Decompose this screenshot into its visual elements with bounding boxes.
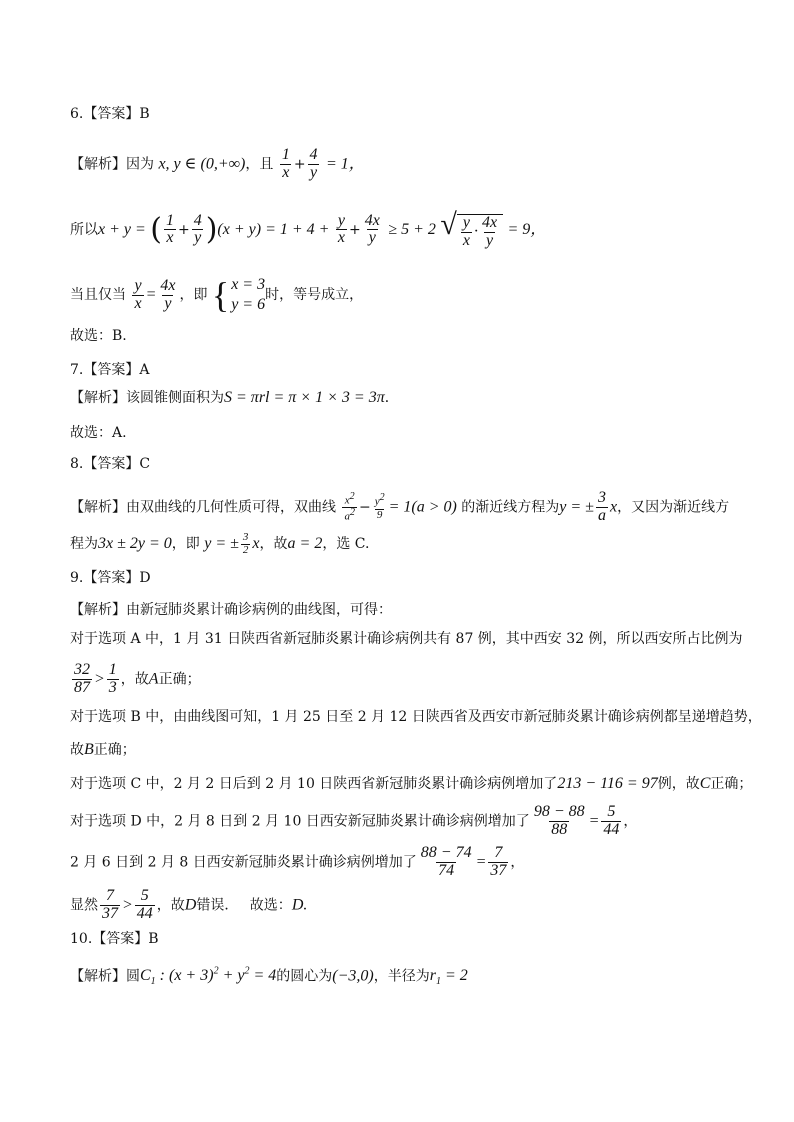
q9-option-a-line1: 对于选项 A 中，1 月 31 日陕西省新冠肺炎累计确诊病例共有 87 例，其中西安 32 例，所以西安所占比例为: [70, 631, 743, 647]
q9-option-b-line1: 对于选项 B 中，由曲线图可知，1 月 25 日至 2 月 12 日陕西省及西安市新冠肺炎累计确诊病例都呈递增趋势，: [70, 709, 762, 725]
fraction-4-over-y: $\frac{4}{y}$: [309, 146, 318, 181]
q10-answer: 10.【答案】B: [70, 931, 159, 947]
q6-conclusion: 故选：B.: [70, 328, 127, 344]
q9-answer: 9.【答案】D: [70, 570, 151, 586]
q9-conclusion: 显然 $\frac{7}{37}$ > $\frac{5}{44}$ ，故D错误． 故选：D.: [70, 887, 308, 922]
q6-analysis-line1: 【解析】因为 x, y ∈ (0,+∞)，且 $\frac{1}{x}$ + $\frac{4}{y}$ = 1，: [70, 146, 365, 181]
case-system: { x = 3 y = 6: [211, 275, 266, 315]
q9-option-a-line2: $\frac{32}{87}$ > $\frac{1}{3}$ ，故A正确；: [74, 661, 201, 696]
q10-analysis: 【解析】圆$C_1$ : $(x + 3)^2 + y^2 = 4$的圆心为(−3,0)，半径为$r_1 = 2$: [70, 966, 468, 988]
q9-option-d-line2: 2 月 6 日到 2 月 8 日西安新冠肺炎累计确诊病例增加了 $\frac{88 - 74}{74}$ = $\frac{7}{37}$ ，: [70, 844, 525, 879]
q9-option-d-line1: 对于选项 D 中，2 月 8 日到 2 月 10 日西安新冠肺炎累计确诊病例增加了 $\frac{98 - 88}{88}$ = $\frac{5}{44}$ ，: [70, 803, 638, 838]
sqrt-expression: √ $\frac{y}{x}$ · $\frac{4x}{y}$: [440, 210, 503, 250]
q7-analysis: 【解析】该圆锥侧面积为S = πrl = π × 1 × 3 = 3π．: [70, 389, 399, 406]
q9-option-b-line2: 故B正确；: [70, 741, 136, 758]
q8-analysis-line1: 【解析】由双曲线的几何性质可得，双曲线 $\frac{x^2}{a^2}$ − $\frac{y^2}{9}$ = 1(a > 0) 的渐近线方程为y = ± $\frac{3}{a}$ x，又因为渐近线方: [70, 489, 730, 524]
q7-conclusion: 故选：A.: [70, 425, 127, 441]
fraction-1-over-x: $\frac{1}{x}$: [281, 146, 290, 181]
q6-answer: 6.【答案】B: [70, 106, 150, 122]
q8-analysis-line2: 程为3x ± 2y = 0，即 y = ± $\frac{3}{2}$ x，故a = 2，选 C.: [70, 531, 370, 556]
q9-option-c: 对于选项 C 中，2 月 2 日后到 2 月 10 日陕西省新冠肺炎累计确诊病例增加了213 − 116 = 97例，故C正确；: [70, 775, 753, 792]
q7-answer: 7.【答案】A: [70, 362, 150, 378]
q9-intro: 【解析】由新冠肺炎累计确诊病例的曲线图，可得：: [70, 602, 392, 618]
q6-analysis-line2: 所以x + y = ( $\frac{1}{x}$ + $\frac{4}{y}$ )(x + y) = 1 + 4 + $\frac{y}{x}$ + $\frac{4x}{y}$ ≥ 5 + 2 √ $\frac{y}{x}$ · $\frac{4x}{y}$ = 9，: [70, 208, 547, 249]
q8-answer: 8.【答案】C: [70, 456, 151, 472]
q6-analysis-line3: 当且仅当 $\frac{y}{x}$ = $\frac{4x}{y}$ ，即 { x = 3 y = 6 时，等号成立，: [70, 275, 364, 315]
